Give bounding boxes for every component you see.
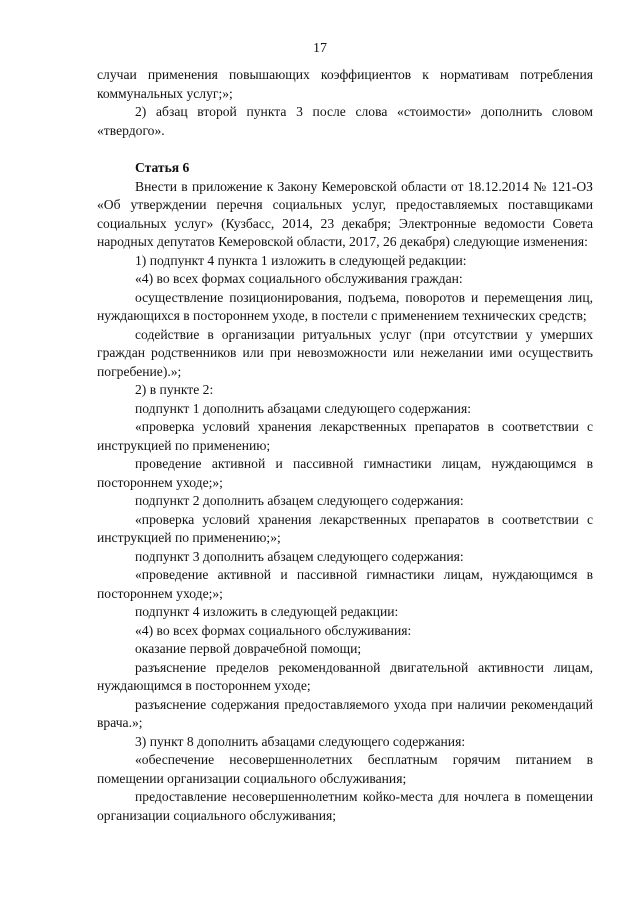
paragraph: разъяснение содержания предоставляемого ухода при наличии рекомендаций врача.»;: [97, 696, 593, 730]
paragraph: осуществление позиционирования, подъема, поворотов и перемещения лиц, нуждающихся в постороннем уходе, в постели с применением технических средств;: [97, 289, 593, 323]
paragraph: «проведение активной и пассивной гимнастики лицам, нуждающимся в постороннем уходе;»;: [97, 567, 593, 601]
paragraph: проведение активной и пассивной гимнастики лицам, нуждающимся в постороннем уходе;»;: [97, 456, 593, 490]
paragraph: Внести в приложение к Закону Кемеровской области от 18.12.2014 № 121-ОЗ «Об утверждении перечня социальных услуг, предоставляемых поставщиками социальных услуг» (Кузбасс, 2014, 23 декабря; Электронные ведомости Совета народных депутатов Кемеровской области, 2017, 26 декабря) следующие изменения:: [97, 178, 593, 249]
paragraph: «проверка условий хранения лекарственных препаратов в соответствии с инструкцией по применению;»;: [97, 511, 593, 545]
paragraph: подпункт 3 дополнить абзацем следующего содержания:: [135, 548, 464, 564]
document-body: [97, 66, 593, 825]
paragraph: 1) подпункт 4 пункта 1 изложить в следующей редакции:: [135, 252, 467, 268]
paragraph: «проверка условий хранения лекарственных препаратов в соответствии с инструкцией по применению;: [97, 419, 593, 453]
article-heading: Статья 6: [135, 160, 190, 175]
paragraph: «4) во всех формах социального обслуживания граждан:: [135, 271, 463, 286]
paragraph: подпункт 4 изложить в следующей редакции:: [135, 604, 399, 619]
paragraph: случаи применения повышающих коэффициентов к нормативам потребления коммунальных услуг;»;: [97, 67, 593, 101]
paragraph: предоставление несовершеннолетним койко-места для ночлега в помещении организации социального обслуживания;: [97, 789, 593, 823]
paragraph: подпункт 2 дополнить абзацем следующего содержания:: [135, 493, 464, 508]
paragraph: 2) в пункте 2:: [135, 382, 214, 397]
paragraph-spacer: [97, 140, 593, 159]
paragraph: подпункт 1 дополнить абзацами следующего содержания:: [135, 400, 471, 416]
paragraph: оказание первой доврачебной помощи;: [135, 641, 362, 656]
paragraph: разъяснение пределов рекомендованной двигательной активности лицам, нуждающимся в постороннем уходе;: [97, 659, 593, 693]
paragraph: 2) абзац второй пункта 3 после слова «стоимости» дополнить словом «твердого».: [97, 104, 593, 138]
paragraph: 3) пункт 8 дополнить абзацами следующего содержания:: [135, 733, 466, 749]
page-number: 17: [313, 41, 327, 56]
paragraph: «4) во всех формах социального обслуживания:: [135, 622, 412, 638]
paragraph: «обеспечение несовершеннолетних бесплатным горячим питанием в помещении организации социального обслуживания;: [97, 752, 593, 786]
paragraph: содействие в организации ритуальных услуг (при отсутствии у умерших граждан родственников или при невозможности или нежелании ими осуществить погребение).»;: [97, 326, 593, 379]
